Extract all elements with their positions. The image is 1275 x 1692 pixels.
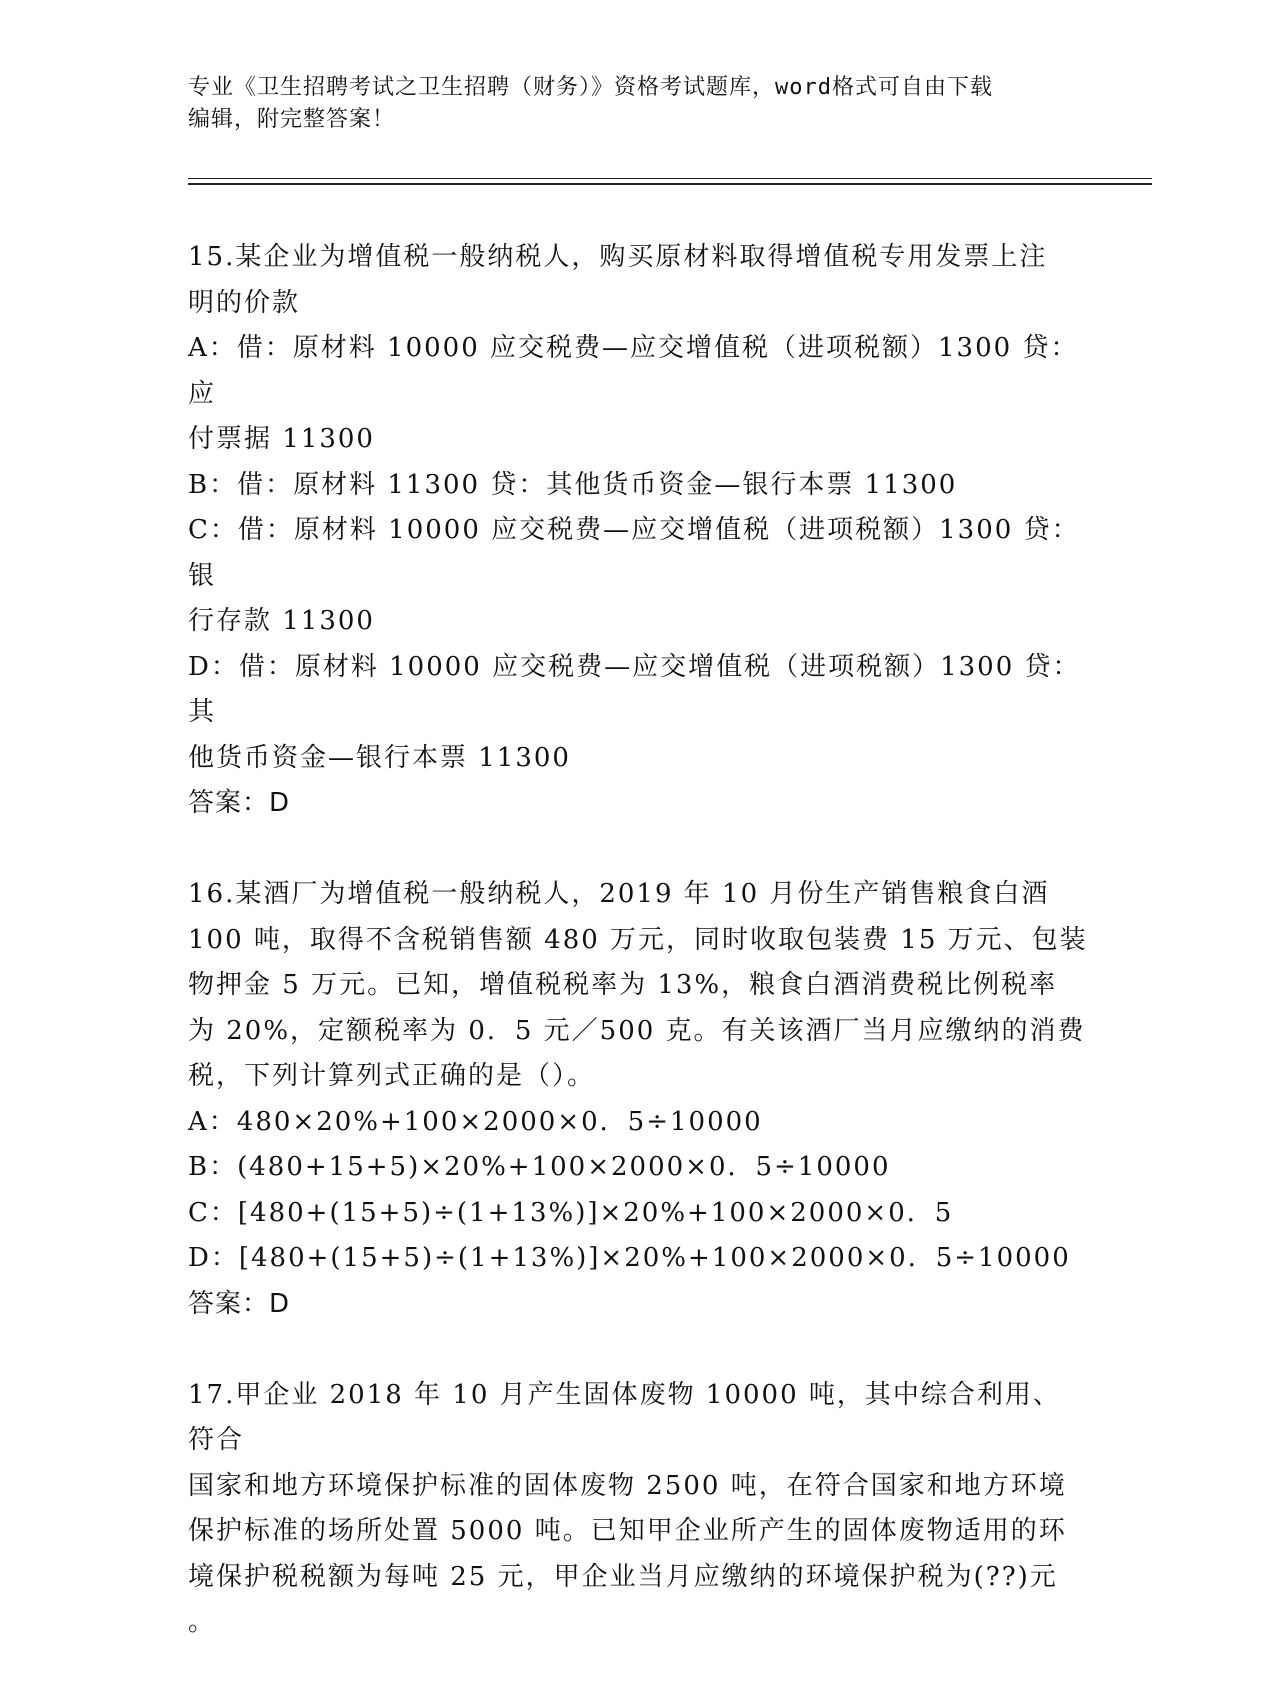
option-c-line: 行存款 11300	[188, 606, 375, 636]
question-text-line: 17.甲企业 2018 年 10 月产生固体废物 10000 吨，其中综合利用、符合	[188, 1379, 1061, 1455]
option-c-line: C：[480+(15+5)÷(1+13%)]×20%+100×2000×0．5	[188, 1197, 954, 1228]
question-17	[188, 1373, 1088, 1646]
question-16	[188, 872, 1088, 1327]
question-text-line: 保护标准的场所处置 5000 吨。已知甲企业所产生的固体废物适用的环	[188, 1516, 1067, 1546]
option-b-line: B：借：原材料 11300 贷：其他货币资金—银行本票 11300	[188, 469, 958, 500]
option-a-line: A：480×20%+100×2000×0．5÷10000	[188, 1106, 763, 1137]
header-line-1: 专业《卫生招聘考试之卫生招聘（财务）》资格考试题库，word格式可自由下载	[188, 75, 993, 100]
question-15	[188, 235, 1088, 826]
question-text-line: 物押金 5 万元。已知，增值税税率为 13%，粮食白酒消费税比例税率	[188, 970, 1058, 1000]
option-d-line: D：[480+(15+5)÷(1+13%)]×20%+100×2000×0．5÷10000	[188, 1243, 1071, 1273]
option-a-line: 付票据 11300	[188, 424, 375, 454]
question-text-line: 100 吨，取得不含税销售额 480 万元，同时收取包装费 15 万元、包装	[188, 924, 1088, 955]
answer-label: 答案：D	[188, 788, 291, 818]
option-c-line: C：借：原材料 10000 应交税费—应交增值税（进项税额）1300 贷：银	[188, 515, 1080, 591]
question-text-line: 明的价款	[188, 287, 301, 318]
question-text-line: 境保护税税额为每吨 25 元，甲企业当月应缴纳的环境保护税为(??)元	[188, 1561, 1058, 1592]
question-text-line: 。	[188, 1607, 217, 1637]
question-text-line: 15.某企业为增值税一般纳税人，购买原材料取得增值税专用发票上注	[188, 242, 1048, 272]
header-divider-thick	[188, 183, 1152, 185]
option-b-line: B：(480+15+5)×20%+100×2000×0．5÷10000	[188, 1152, 891, 1182]
header-divider-thin	[188, 178, 1152, 179]
question-text-line: 16.某酒厂为增值税一般纳税人，2019 年 10 月份生产销售粮食白酒	[188, 879, 1050, 909]
option-d-line: 他货币资金—银行本票 11300	[188, 742, 571, 773]
document-header	[188, 72, 1088, 136]
question-text-line: 税，下列计算列式正确的是（）。	[188, 1061, 596, 1091]
header-line-2: 编辑，附完整答案！	[188, 107, 396, 132]
question-list	[188, 235, 1088, 1692]
question-text-line: 为 20%，定额税率为 0．5 元／500 克。有关该酒厂当月应缴纳的消费	[188, 1015, 1086, 1046]
answer-label: 答案：D	[188, 1288, 291, 1319]
option-a-line: A：借：原材料 10000 应交税费—应交增值税（进项税额）1300 贷：应	[188, 333, 1079, 409]
option-d-line: D：借：原材料 10000 应交税费—应交增值税（进项税额）1300 贷：其	[188, 651, 1081, 727]
question-text-line: 国家和地方环境保护标准的固体废物 2500 吨，在符合国家和地方环境	[188, 1470, 1067, 1501]
